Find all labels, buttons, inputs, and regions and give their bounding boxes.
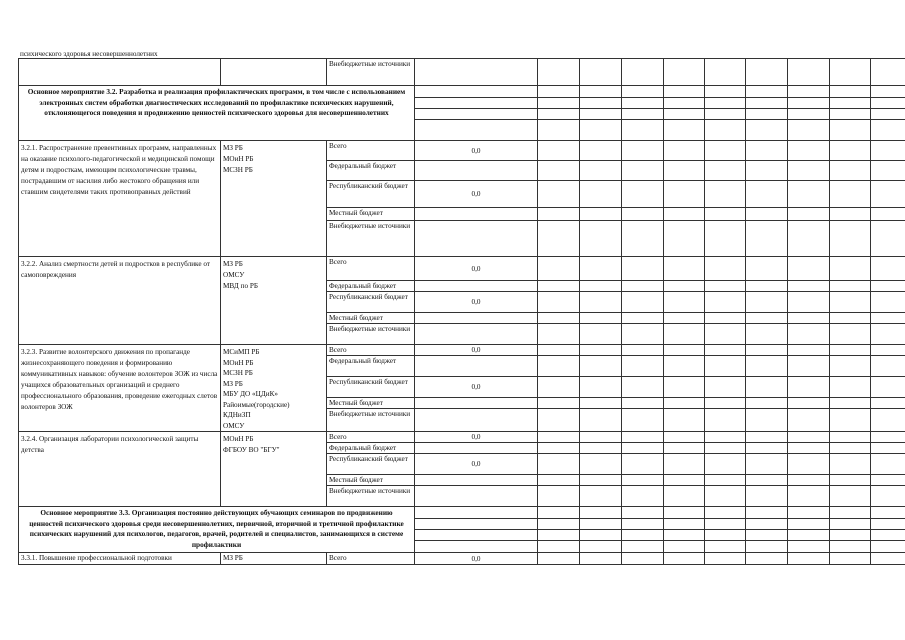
item-3-2-2-name: 3.2.2. Анализ смертности детей и подростков в республике от самоповреждения bbox=[19, 257, 221, 345]
republic-value: 0,0 bbox=[415, 377, 538, 398]
table-row: 3.2.4. Организация лаборатории психологической защиты детства МОиН РБ ФГБОУ ВО "БГУ" Всего 0,0 bbox=[19, 432, 905, 443]
item-3-2-1-executors: МЗ РБ МОиН РБ МСЗН РБ bbox=[221, 141, 327, 257]
table-row bbox=[19, 86, 905, 98]
item-3-2-3-name: 3.2.3. Развитие волонтерского движения по пропаганде жизнесохраняющего поведения и формированию коммуникативных навыков: обучение волонтеров ЗОЖ из числа учащихся образовательных организаций и среднего профессионального образования, проведение ежегодных слетов волонтеров ЗОЖ bbox=[19, 345, 221, 432]
source-cell: Внебюджетные источники bbox=[327, 59, 415, 86]
table-row bbox=[19, 59, 905, 86]
name-cell bbox=[19, 59, 221, 86]
budget-table: Внебюджетные источники Основное мероприятие 3.2. Разработка и реализация профилактических программ, в том числе с использованием электронных систем обработки диагностических исследований по профилактике психических нарушений, отклоняющегося поведения и продвижению ценностей психического здоровья для несовершеннолетних 3.2.1. Распространение превентивных программ, направленных на оказание психолого-педагогической и медицинской помощи детям и подросткам, имеющим психологические травмы, пострадавшим от насилия либо жестокого обращения или ставшим свидетелями таких противоправных действий МЗ РБ МОиН РБ МСЗН РБ Всего 0,0 Федеральный бюджет Республиканский бюджет 0,0 Местный бюджет Внебюджетные источники 3.2.2. Анализ смертности детей и подростков в республике от самоповреждения МЗ РБ ОМСУ МВД по РБ Всего 0,0 Федеральный бюджет Республиканский бюджет 0,0 Местный бюджет Внебюджетные источники 3.2.3. Развитие волонтерского движения по пропаганде жизнесохраняющего поведения и формированию коммуникативных навыков: обучение волонтеров ЗОЖ из числа учащихся образовательных организаций и среднего профессионального образования, проведение ежегодных слетов волонтеров ЗОЖ МСиМП РБ МОиН РБ МСЗН РБ МЗ РБ МБУ ДО «ЦДиК» Райоимые(городские) КДНиЗП ОМСУ Всего 0,0 Федеральный бюджет Республиканский бюджет 0,0 Местный бюджет Внебюджетные источники 3.2.4. Организация лаборатории психологической защиты детства МОиН РБ ФГБОУ ВО "БГУ" Всего 0,0 Федеральный бюджет Республиканский бюджет 0,0 Местный бюджет Внебюджетные источники Основное мероприятие 3.3. Организация постоянно действующих обучающих семинаров по продвижению ценностей психического здоровья среди несовершеннолетних, первичной, вторичной и третичной профилактике психических нарушений для психологов, педагогов, врачей, родителей и специалистов, занимающихся в системе профилактики 3.3.1. Повышение профессиональной подготовки МЗ РБ Всего 0,0 bbox=[18, 58, 905, 565]
item-3-2-3-executors: МСиМП РБ МОиН РБ МСЗН РБ МЗ РБ МБУ ДО «ЦДиК» Райоимые(городские) КДНиЗП ОМСУ bbox=[221, 345, 327, 432]
total-value: 0,0 bbox=[415, 345, 538, 356]
table-row bbox=[19, 507, 905, 519]
republic-value: 0,0 bbox=[415, 454, 538, 475]
table-row: 3.3.1. Повышение профессиональной подготовки МЗ РБ Всего 0,0 bbox=[19, 553, 905, 565]
event-3-2-title: Основное мероприятие 3.2. Разработка и реализация профилактических программ, в том числе с использованием электронных систем обработки диагностических исследований по профилактике психических нарушений, отклоняющегося поведения и продвижению ценностей психического здоровья для несовершеннолетних bbox=[19, 86, 415, 141]
executor-cell bbox=[221, 59, 327, 86]
item-3-2-4-name: 3.2.4. Организация лаборатории психологической защиты детства bbox=[19, 432, 221, 507]
table-row: 3.2.2. Анализ смертности детей и подростков в республике от самоповреждения МЗ РБ ОМСУ МВД по РБ Всего 0,0 bbox=[19, 257, 905, 281]
table-row: 3.2.3. Развитие волонтерского движения по пропаганде жизнесохраняющего поведения и формированию коммуникативных навыков: обучение волонтеров ЗОЖ из числа учащихся образовательных организаций и среднего профессионального образования, проведение ежегодных слетов волонтеров ЗОЖ МСиМП РБ МОиН РБ МСЗН РБ МЗ РБ МБУ ДО «ЦДиК» Райоимые(городские) КДНиЗП ОМСУ Всего 0,0 bbox=[19, 345, 905, 356]
event-3-3-title: Основное мероприятие 3.3. Организация постоянно действующих обучающих семинаров по продвижению ценностей психического здоровья среди несовершеннолетних, первичной, вторичной и третичной профилактике психических нарушений для психологов, педагогов, врачей, родителей и специалистов, занимающихся в системе профилактики bbox=[19, 507, 415, 553]
item-3-2-4-executors: МОиН РБ ФГБОУ ВО "БГУ" bbox=[221, 432, 327, 507]
previous-page-fragment: психического здоровья несовершеннолетних bbox=[20, 52, 158, 58]
republic-value: 0,0 bbox=[415, 181, 538, 208]
item-3-2-2-executors: МЗ РБ ОМСУ МВД по РБ bbox=[221, 257, 327, 345]
total-value: 0,0 bbox=[415, 432, 538, 443]
republic-value: 0,0 bbox=[415, 292, 538, 313]
item-3-3-1-name: 3.3.1. Повышение профессиональной подготовки bbox=[19, 553, 221, 565]
total-value: 0,0 bbox=[415, 553, 538, 565]
item-3-3-1-executors: МЗ РБ bbox=[221, 553, 327, 565]
total-value: 0,0 bbox=[415, 257, 538, 281]
table-row: 3.2.1. Распространение превентивных программ, направленных на оказание психолого-педагогической и медицинской помощи детям и подросткам, имеющим психологические травмы, пострадавшим от насилия либо жестокого обращения или ставшим свидетелями таких противоправных действий МЗ РБ МОиН РБ МСЗН РБ Всего 0,0 bbox=[19, 141, 905, 161]
item-3-2-1-name: 3.2.1. Распространение превентивных программ, направленных на оказание психолого-педагогической и медицинской помощи детям и подросткам, имеющим психологические травмы, пострадавшим от насилия либо жестокого обращения или ставшим свидетелями таких противоправных действий bbox=[19, 141, 221, 257]
total-value: 0,0 bbox=[415, 141, 538, 161]
